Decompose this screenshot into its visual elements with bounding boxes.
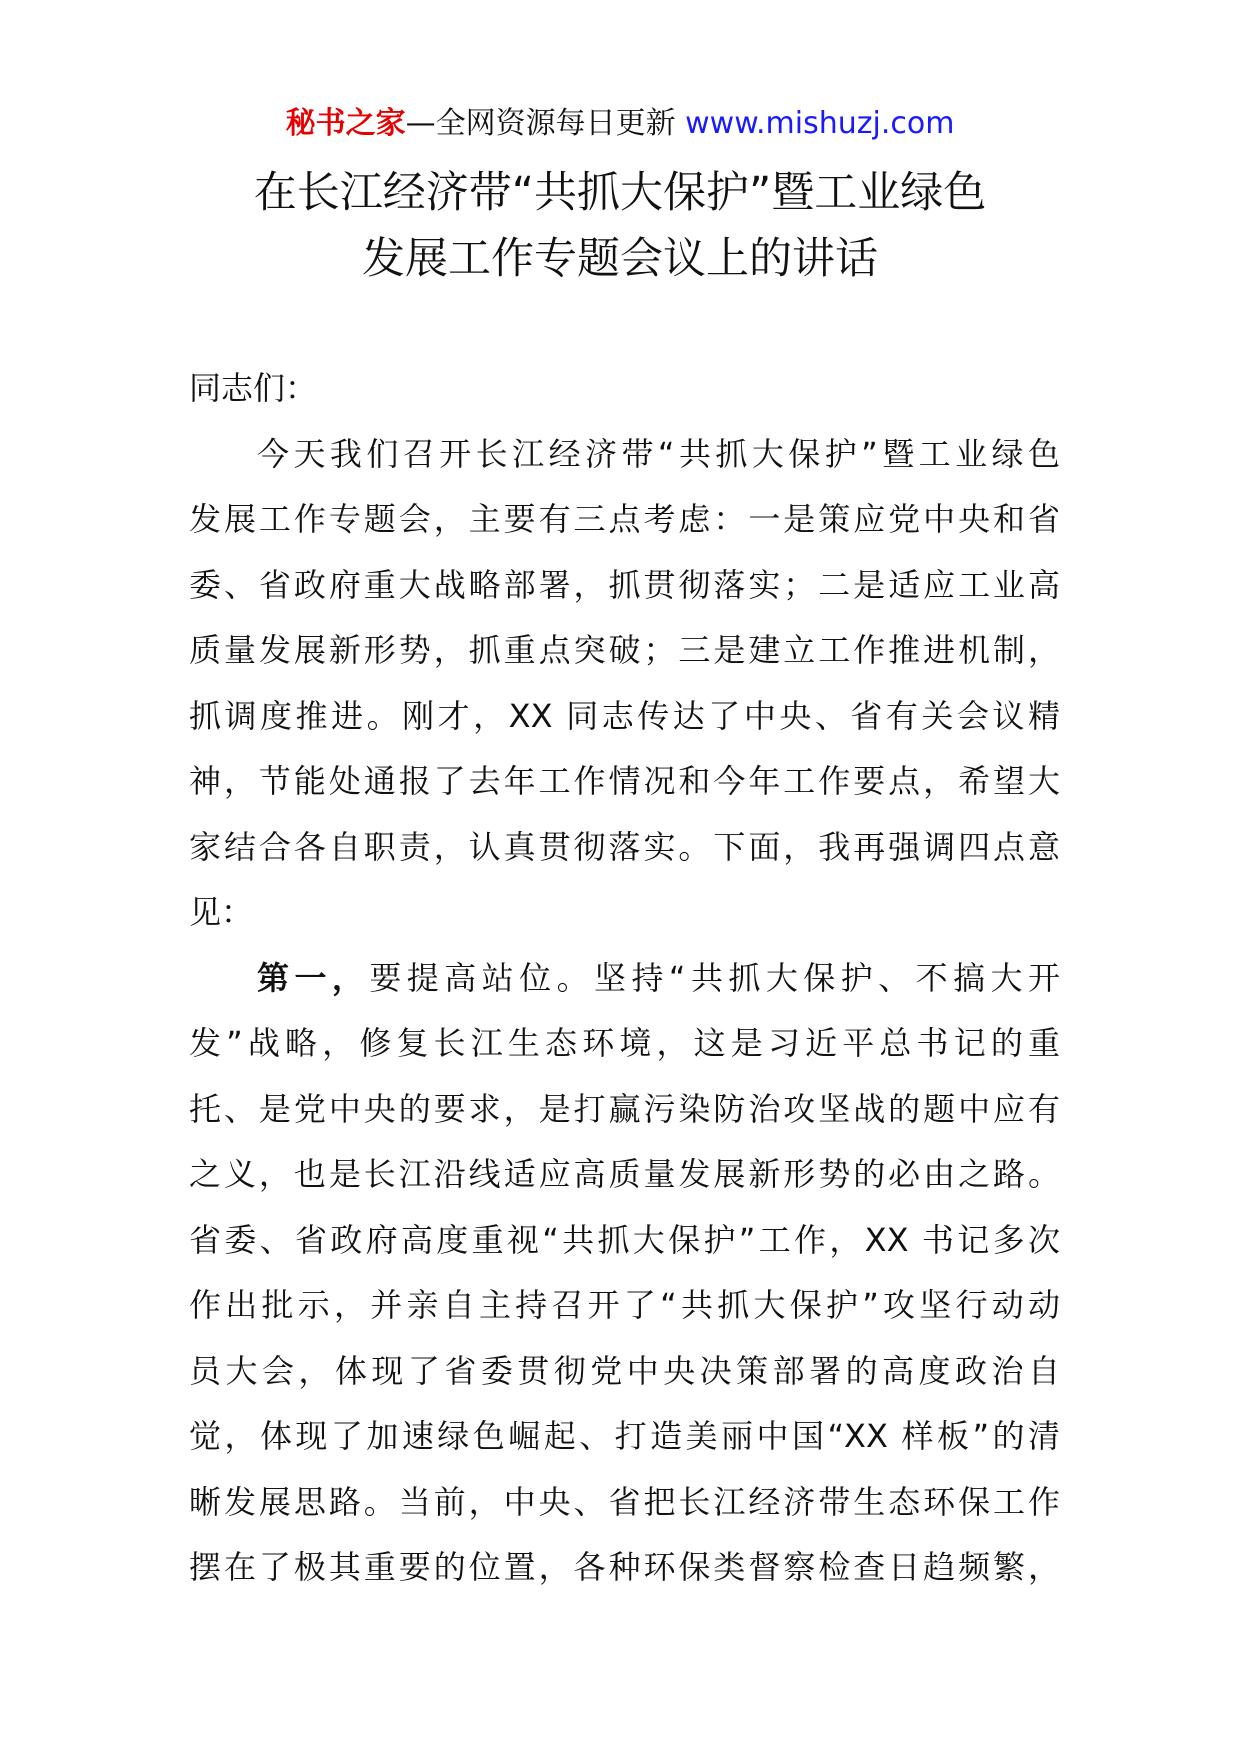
header-tagline: —全网资源每日更新	[405, 106, 686, 141]
body-line: 见：	[189, 893, 254, 931]
document-title-line-2: 发展工作专题会议上的讲话	[362, 234, 878, 284]
body-line: 神，节能处通报了去年工作情况和今年工作要点，希望大	[189, 762, 1060, 800]
body-line: 委、省政府重大战略部署，抓贯彻落实；二是适应工业高	[189, 565, 1060, 604]
body-line: 托、是党中央的要求，是打赢污染防治攻坚战的题中应有	[189, 1089, 1060, 1128]
body-text: 要提高站位。坚持“共抓大保护、不搞大开	[369, 958, 1060, 997]
body-line: 省委、省政府高度重视“共抓大保护”工作，XX 书记多次	[189, 1220, 1060, 1259]
document-body	[189, 364, 1060, 1609]
body-line: 员大会，体现了省委贯彻党中央决策部署的高度政治自	[189, 1351, 1060, 1390]
body-line: 摆在了极其重要的位置，各种环保类督察检查日趋频繁，	[189, 1548, 1060, 1586]
body-line: 发展工作专题会，主要有三点考虑：一是策应党中央和省	[189, 500, 1060, 538]
body-line: 抓调度推进。刚才，XX 同志传达了中央、省有关会议精	[189, 696, 1060, 735]
body-line: 觉，体现了加速绿色崛起、打造美丽中国“XX 样板”的清	[189, 1417, 1060, 1455]
body-line: 晰发展思路。当前，中央、省把长江经济带生态环保工作	[189, 1482, 1060, 1521]
header-url[interactable]: www.mishuzj.com	[685, 106, 955, 141]
body-line: 今天我们召开长江经济带“共抓大保护”暨工业绿色	[257, 434, 1060, 473]
salutation: 同志们：	[189, 369, 318, 407]
body-line: 之义，也是长江沿线适应高质量发展新形势的必由之路。	[189, 1155, 1060, 1193]
body-line: 作出批示，并亲自主持召开了“共抓大保护”攻坚行动动	[189, 1286, 1060, 1324]
body-line: 家结合各自职责，认真贯彻落实。下面，我再强调四点意	[189, 827, 1060, 866]
body-line: 质量发展新形势，抓重点突破；三是建立工作推进机制，	[189, 631, 1060, 669]
body-line	[189, 954, 1060, 1020]
body-line: 发”战略，修复长江生态环境，这是习近平总书记的重	[189, 1024, 1060, 1062]
section-lead: 第一，	[257, 958, 370, 997]
document-title-line-1: 在长江经济带“共抓大保护”暨工业绿色	[253, 168, 987, 218]
watermark-header	[0, 104, 1240, 144]
brand-name: 秘书之家	[285, 106, 406, 141]
